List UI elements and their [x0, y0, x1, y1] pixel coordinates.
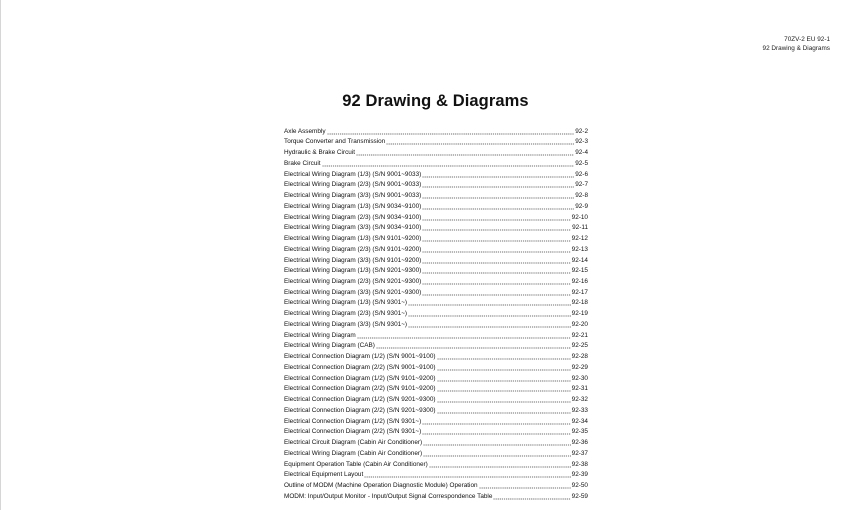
toc-entry-page: 92-4	[575, 149, 588, 157]
toc-entry-title: Electrical Circuit Diagram (Cabin Air Conditioner)	[284, 439, 423, 447]
toc-entry[interactable]	[284, 318, 588, 329]
toc-entry-title: Torque Converter and Transmission	[284, 138, 386, 146]
toc-entry-page: 92-18	[571, 299, 588, 307]
toc-entry[interactable]	[284, 469, 588, 480]
toc-entry-page: 92-38	[571, 460, 588, 468]
toc-entry[interactable]	[284, 458, 588, 469]
toc-dot-leader	[422, 279, 570, 285]
header-model-line: 70ZV-2 EU 92-1	[784, 36, 830, 43]
toc-entry[interactable]	[284, 393, 588, 404]
toc-entry-page: 92-9	[575, 202, 588, 210]
toc-dot-leader	[437, 408, 571, 414]
toc-entry-title: Electrical Wiring Diagram (1/3) (S/N 9101~9200)	[284, 235, 422, 243]
toc-entry[interactable]	[284, 200, 588, 211]
toc-entry[interactable]	[284, 340, 588, 351]
toc-entry-page: 92-34	[571, 417, 588, 425]
toc-entry[interactable]	[284, 297, 588, 308]
toc-entry-page: 92-14	[571, 256, 588, 264]
toc-dot-leader	[429, 462, 571, 468]
toc-entry[interactable]	[284, 189, 588, 200]
toc-entry[interactable]	[284, 136, 588, 147]
toc-entry-title: Electrical Wiring Diagram (1/3) (S/N 9034~9100)	[284, 202, 422, 210]
toc-dot-leader	[422, 290, 570, 296]
toc-entry-page: 92-16	[571, 278, 588, 286]
toc-entry-page: 92-10	[571, 213, 588, 221]
toc-entry-title: Electrical Wiring Diagram (3/3) (S/N 9001~9033)	[284, 192, 422, 200]
toc-entry[interactable]	[284, 157, 588, 168]
toc-dot-leader	[356, 150, 574, 156]
toc-entry-title: Electrical Wiring Diagram (2/3) (S/N 9034~9100)	[284, 213, 422, 221]
toc-entry-title: Electrical Wiring Diagram (1/3) (S/N 9301~)	[284, 299, 408, 307]
toc-dot-leader	[422, 419, 570, 425]
toc-dot-leader	[422, 215, 570, 221]
toc-entry-title: Electrical Connection Diagram (2/2) (S/N 9101~9200)	[284, 385, 436, 393]
page-title: 92 Drawing & Diagrams	[342, 92, 529, 110]
toc-entry[interactable]	[284, 125, 588, 136]
toc-entry-title: Electrical Wiring Diagram (1/3) (S/N 9001~9033)	[284, 170, 422, 178]
toc-dot-leader	[408, 311, 571, 317]
toc-dot-leader	[357, 333, 571, 339]
toc-dot-leader	[493, 494, 570, 500]
toc-entry[interactable]	[284, 426, 588, 437]
toc-entry-page: 92-21	[571, 331, 588, 339]
toc-entry-title: Electrical Wiring Diagram (3/3) (S/N 9034~9100)	[284, 224, 422, 232]
toc-dot-leader	[422, 236, 570, 242]
toc-entry[interactable]	[284, 350, 588, 361]
toc-entry-page: 92-28	[571, 353, 588, 361]
toc-entry-title: Outline of MODM (Machine Operation Diagnostic Module) Operation	[284, 481, 478, 489]
toc-entry-page: 92-17	[571, 288, 588, 296]
toc-dot-leader	[422, 429, 570, 435]
toc-entry-page: 92-3	[575, 138, 588, 146]
toc-dot-leader	[376, 343, 571, 349]
toc-entry-page: 92-2	[575, 127, 588, 135]
toc-entry-page: 92-25	[571, 342, 588, 350]
toc-dot-leader	[322, 161, 575, 167]
toc-entry-title: Electrical Connection Diagram (1/2) (S/N 9301~)	[284, 417, 422, 425]
toc-entry[interactable]	[284, 479, 588, 490]
toc-entry[interactable]	[284, 254, 588, 265]
toc-dot-leader	[437, 397, 571, 403]
toc-entry-page: 92-19	[571, 310, 588, 318]
toc-entry[interactable]	[284, 361, 588, 372]
toc-entry-page: 92-37	[571, 449, 588, 457]
toc-entry-title: Electrical Wiring Diagram (CAB)	[284, 342, 375, 350]
toc-entry-page: 92-36	[571, 439, 588, 447]
toc-entry-page: 92-39	[571, 471, 588, 479]
table-of-contents	[284, 125, 588, 501]
toc-dot-leader	[437, 354, 571, 360]
toc-entry-title: Electrical Wiring Diagram (Cabin Air Conditioner)	[284, 449, 423, 457]
toc-entry-title: Electrical Wiring Diagram	[284, 331, 356, 339]
toc-entry-title: Equipment Operation Table (Cabin Air Conditioner)	[284, 460, 428, 468]
toc-entry[interactable]	[284, 490, 588, 501]
toc-entry[interactable]	[284, 447, 588, 458]
toc-entry-page: 92-20	[571, 320, 588, 328]
toc-entry[interactable]	[284, 286, 588, 297]
toc-entry-page: 92-15	[571, 267, 588, 275]
toc-entry-page: 92-50	[571, 481, 588, 489]
toc-dot-leader	[408, 322, 571, 328]
toc-entry-title: Electrical Wiring Diagram (2/3) (S/N 9101~9200)	[284, 245, 422, 253]
toc-entry-title: Axle Assembly	[284, 127, 326, 135]
toc-entry-title: Electrical Connection Diagram (2/2) (S/N 9001~9100)	[284, 363, 436, 371]
toc-entry-title: Electrical Wiring Diagram (3/3) (S/N 9201~9300)	[284, 288, 422, 296]
toc-entry-page: 92-13	[571, 245, 588, 253]
toc-entry-title: Electrical Connection Diagram (2/2) (S/N 9301~)	[284, 428, 422, 436]
toc-dot-leader	[437, 365, 571, 371]
toc-entry[interactable]	[284, 275, 588, 286]
toc-entry-title: Electrical Wiring Diagram (2/3) (S/N 9201~9300)	[284, 278, 422, 286]
toc-entry[interactable]	[284, 383, 588, 394]
toc-entry-page: 92-6	[575, 170, 588, 178]
toc-entry-title: MODM: Input/Output Monitor - Input/Output Signal Correspondence Table	[284, 492, 493, 500]
toc-dot-leader	[422, 182, 574, 188]
toc-entry[interactable]	[284, 307, 588, 318]
toc-entry[interactable]	[284, 211, 588, 222]
toc-entry-page: 92-11	[572, 224, 588, 232]
toc-entry-page: 92-33	[571, 406, 588, 414]
toc-dot-leader	[423, 451, 570, 457]
toc-entry-title: Electrical Connection Diagram (1/2) (S/N 9201~9300)	[284, 396, 436, 404]
toc-entry[interactable]	[284, 146, 588, 157]
toc-entry-title: Electrical Equipment Layout	[284, 471, 364, 479]
toc-dot-leader	[408, 300, 571, 306]
toc-entry[interactable]	[284, 222, 588, 233]
toc-entry[interactable]	[284, 372, 588, 383]
toc-entry-page: 92-12	[571, 235, 588, 243]
toc-entry[interactable]	[284, 265, 588, 276]
toc-entry[interactable]	[284, 415, 588, 426]
toc-dot-leader	[423, 440, 570, 446]
toc-dot-leader	[422, 258, 570, 264]
toc-entry-page: 92-5	[575, 159, 588, 167]
toc-entry-page: 92-7	[575, 181, 588, 189]
toc-dot-leader	[422, 172, 574, 178]
toc-entry-page: 92-8	[575, 192, 588, 200]
toc-dot-leader	[422, 268, 570, 274]
toc-entry-page: 92-31	[571, 385, 588, 393]
toc-entry-page: 92-30	[571, 374, 588, 382]
toc-entry[interactable]	[284, 404, 588, 415]
toc-entry-page: 92-59	[571, 492, 588, 500]
toc-entry-title: Electrical Wiring Diagram (1/3) (S/N 9201~9300)	[284, 267, 422, 275]
toc-dot-leader	[437, 386, 571, 392]
toc-entry[interactable]	[284, 436, 588, 447]
toc-entry-page: 92-35	[571, 428, 588, 436]
toc-entry-title: Brake Circuit	[284, 159, 321, 167]
toc-entry[interactable]	[284, 168, 588, 179]
header-section-line: 92 Drawing & Diagrams	[762, 44, 830, 52]
toc-dot-leader	[422, 193, 574, 199]
toc-entry-page: 92-29	[571, 363, 588, 371]
toc-entry[interactable]	[284, 329, 588, 340]
toc-entry-title: Electrical Connection Diagram (1/2) (S/N 9101~9200)	[284, 374, 436, 382]
toc-entry-title: Electrical Connection Diagram (1/2) (S/N 9001~9100)	[284, 353, 436, 361]
toc-dot-leader	[327, 129, 575, 135]
toc-entry[interactable]	[284, 243, 588, 254]
toc-entry-title: Electrical Wiring Diagram (2/3) (S/N 9001~9033)	[284, 181, 422, 189]
toc-entry-page: 92-32	[571, 396, 588, 404]
toc-dot-leader	[364, 472, 570, 478]
toc-entry-title: Electrical Connection Diagram (2/2) (S/N 9201~9300)	[284, 406, 436, 414]
running-header	[763, 36, 830, 53]
toc-dot-leader	[422, 225, 571, 231]
toc-entry-title: Electrical Wiring Diagram (2/3) (S/N 9301~)	[284, 310, 408, 318]
toc-dot-leader	[422, 204, 574, 210]
toc-entry[interactable]	[284, 232, 588, 243]
toc-entry-title: Hydraulic & Brake Circuit	[284, 149, 356, 157]
toc-dot-leader	[386, 139, 574, 145]
toc-dot-leader	[479, 483, 571, 489]
page-edge-rule	[0, 0, 1, 510]
toc-entry-title: Electrical Wiring Diagram (3/3) (S/N 9301~)	[284, 320, 408, 328]
toc-dot-leader	[437, 376, 571, 382]
toc-entry[interactable]	[284, 179, 588, 190]
toc-dot-leader	[422, 247, 570, 253]
toc-entry-title: Electrical Wiring Diagram (3/3) (S/N 9101~9200)	[284, 256, 422, 264]
